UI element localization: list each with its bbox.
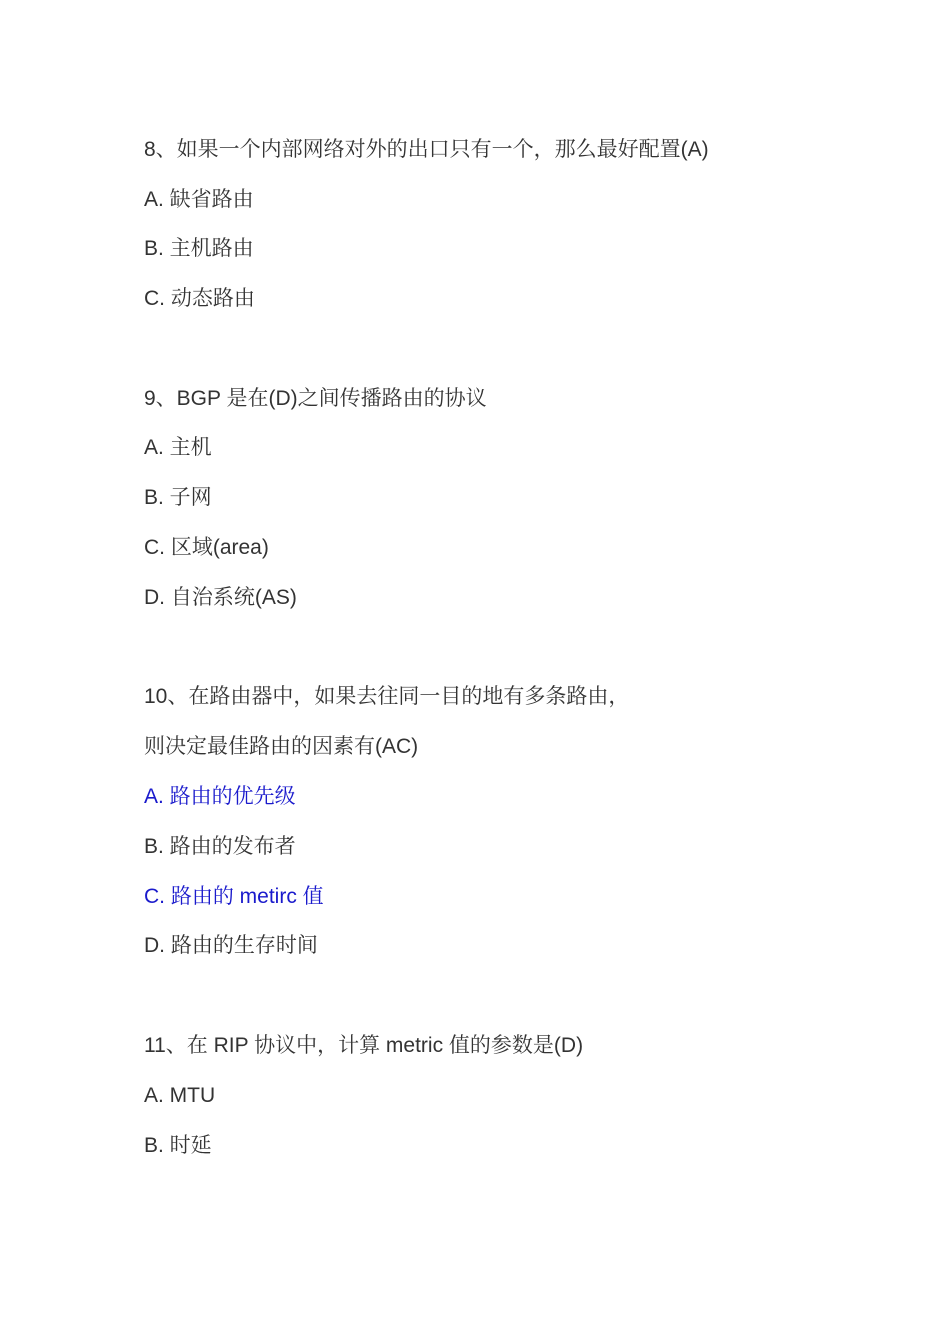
question-10-option-c: C. 路由的 metirc 值 — [144, 885, 324, 908]
question-10-stem-line-1: 10、在路由器中，如果去往同一目的地有多条路由， — [144, 685, 630, 708]
question-8-stem: 8、如果一个内部网络对外的出口只有一个，那么最好配置(A) — [144, 138, 709, 161]
question-10-stem-line-2: 则决定最佳路由的因素有(AC) — [144, 735, 419, 758]
question-8-option-a: A. 缺省路由 — [144, 188, 254, 211]
question-10-option-d: D. 路由的生存时间 — [144, 934, 318, 957]
question-9-option-b: B. 子网 — [144, 486, 212, 509]
question-8-option-c: C. 动态路由 — [144, 287, 255, 310]
question-9-option-c: C. 区域(area) — [144, 536, 269, 559]
question-11-option-b: B. 时延 — [144, 1134, 212, 1157]
question-9-option-a: A. 主机 — [144, 436, 212, 459]
question-11-option-a: A. MTU — [144, 1084, 216, 1107]
question-8-option-b: B. 主机路由 — [144, 237, 254, 260]
question-10-option-b: B. 路由的发布者 — [144, 835, 296, 858]
question-9-stem: 9、BGP 是在(D)之间传播路由的协议 — [144, 387, 487, 410]
question-9-option-d: D. 自治系统(AS) — [144, 586, 297, 609]
question-10-option-a: A. 路由的优先级 — [144, 785, 296, 808]
question-11-stem: 11、在 RIP 协议中，计算 metric 值的参数是(D) — [144, 1034, 584, 1057]
